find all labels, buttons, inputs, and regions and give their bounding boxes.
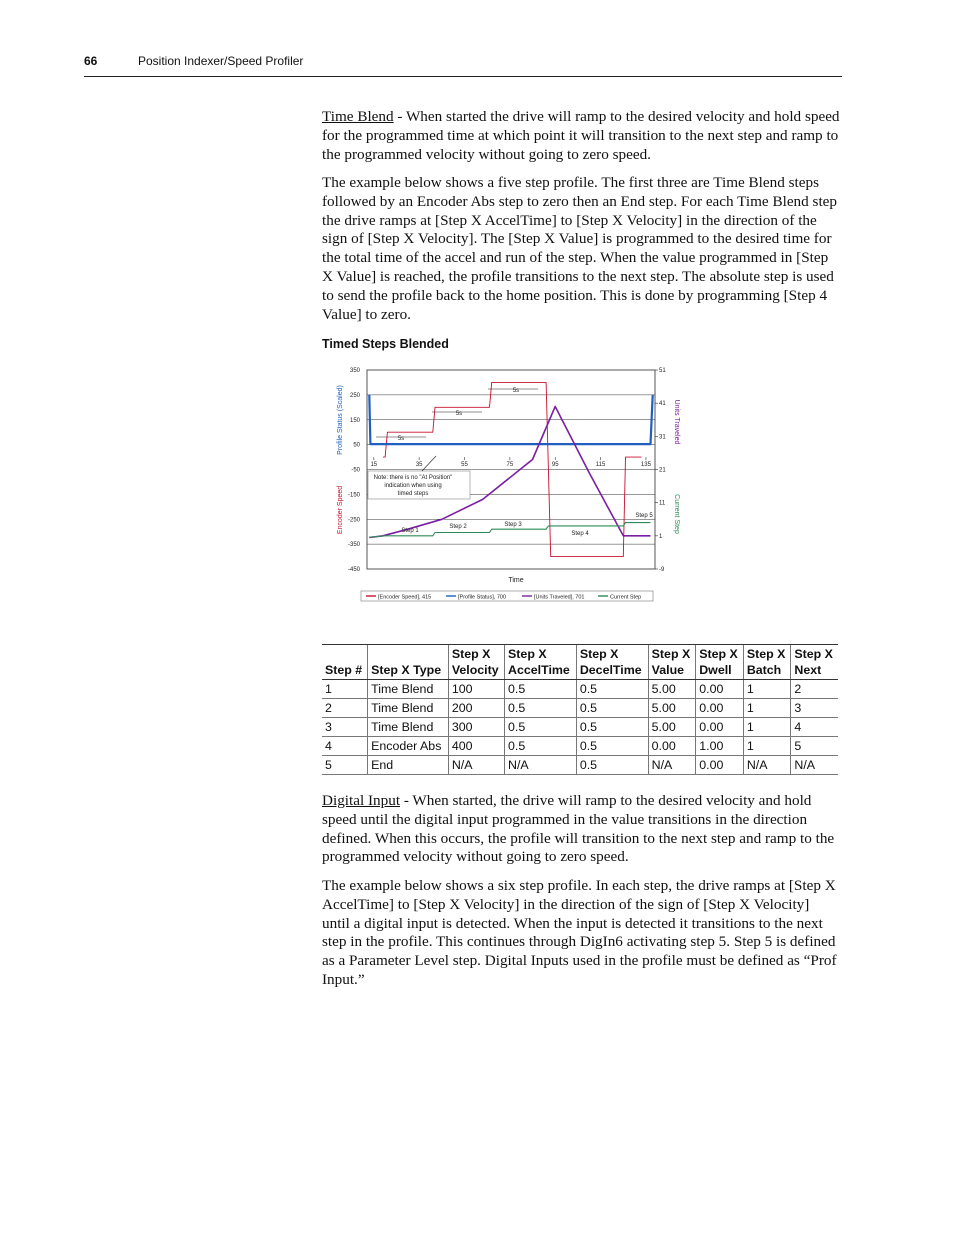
table-row bbox=[322, 718, 838, 737]
column-header-text: Next bbox=[794, 663, 822, 677]
table-cell: Time Blend bbox=[368, 680, 449, 699]
table-row bbox=[322, 680, 838, 699]
table-cell: 100 bbox=[448, 680, 504, 699]
table-cell: 0.5 bbox=[576, 718, 648, 737]
column-header bbox=[505, 645, 577, 680]
right-axis-tick-labels bbox=[655, 368, 666, 573]
x-tick-label: 15 bbox=[370, 462, 378, 469]
right-tick-label: 21 bbox=[659, 467, 666, 474]
table-header-row bbox=[322, 645, 838, 680]
column-header-text: Value bbox=[651, 663, 685, 677]
table-cell: 0.5 bbox=[505, 737, 577, 756]
left-tick-label: 150 bbox=[349, 417, 360, 424]
page-number: 66 bbox=[84, 54, 98, 68]
table-cell: 3 bbox=[322, 718, 368, 737]
note-line-3: timed steps bbox=[397, 491, 429, 497]
column-header bbox=[648, 645, 696, 680]
left-axis-tick-labels bbox=[348, 368, 361, 573]
table-cell: End bbox=[368, 756, 449, 775]
legend-label: [Units Traveled], 701 bbox=[534, 594, 585, 601]
table-cell: 5.00 bbox=[648, 718, 696, 737]
left-axis-label-upper: Profile Status (Scaled) bbox=[337, 385, 344, 455]
table-cell: 1 bbox=[322, 680, 368, 699]
table-cell: 0.00 bbox=[696, 680, 744, 699]
x-tick-label: 135 bbox=[640, 462, 651, 469]
column-header-text: Step X bbox=[651, 647, 691, 661]
x-tick-label: 95 bbox=[551, 462, 559, 469]
table-body bbox=[322, 680, 838, 775]
table-cell: 0.5 bbox=[505, 718, 577, 737]
note-line-1: Note: there is no "At Position" bbox=[373, 475, 453, 481]
left-tick-label: -250 bbox=[347, 517, 360, 524]
column-header bbox=[791, 645, 838, 680]
column-header-text: AccelTime bbox=[508, 663, 570, 677]
table-cell: 0.5 bbox=[576, 680, 648, 699]
table-cell: N/A bbox=[448, 756, 504, 775]
x-tick-label: 55 bbox=[461, 462, 468, 469]
left-tick-label: 350 bbox=[349, 368, 360, 374]
table-cell: 1 bbox=[743, 699, 791, 718]
table-cell: N/A bbox=[648, 756, 696, 775]
figure-title: Timed Steps Blended bbox=[322, 337, 449, 351]
duration-label-3: 5s bbox=[512, 388, 520, 394]
table-cell: 300 bbox=[448, 718, 504, 737]
column-header-text: Step X bbox=[794, 647, 833, 661]
right-axis-label-upper: Units Traveled bbox=[673, 399, 680, 445]
column-header-text: DecelTime bbox=[579, 663, 642, 677]
table-cell: Time Blend bbox=[368, 718, 449, 737]
column-header bbox=[576, 645, 648, 680]
column-header-text: Batch bbox=[746, 663, 782, 677]
column-header-text: Step X bbox=[579, 647, 619, 661]
legend-label: [Encoder Speed], 415 bbox=[378, 594, 432, 601]
page-header bbox=[84, 52, 842, 77]
right-tick-label: 31 bbox=[659, 434, 666, 441]
x-axis-label: Time bbox=[508, 577, 524, 584]
column-header bbox=[322, 645, 368, 680]
table-row bbox=[322, 699, 838, 718]
table-cell: 1 bbox=[743, 737, 791, 756]
left-tick-label: 250 bbox=[349, 392, 360, 399]
column-header bbox=[743, 645, 791, 680]
table-cell: 4 bbox=[791, 718, 838, 737]
table-cell: 400 bbox=[448, 737, 504, 756]
table-cell: N/A bbox=[791, 756, 838, 775]
timed-steps-chart bbox=[322, 360, 702, 605]
digital-input-term: Digital Input bbox=[322, 792, 401, 809]
table-cell: 5 bbox=[791, 737, 838, 756]
column-header-text: Dwell bbox=[699, 663, 732, 677]
x-tick-label: 35 bbox=[415, 462, 423, 469]
table-cell: 1.00 bbox=[696, 737, 744, 756]
table-cell: 0.5 bbox=[576, 699, 648, 718]
column-header-text: Step # bbox=[325, 663, 363, 677]
right-tick-label: 51 bbox=[659, 368, 666, 374]
right-tick-label: 11 bbox=[659, 500, 666, 507]
table-cell: 0.00 bbox=[696, 718, 744, 737]
table-cell: 0.5 bbox=[576, 737, 648, 756]
table-cell: 4 bbox=[322, 737, 368, 756]
step-5-label: Step 5 bbox=[635, 513, 653, 519]
example-paragraph: The example below shows a five step profile. The first three are Time Blend steps followed by an Encoder Abs step to zero then an End step. For each Time Blend step the drive ramps at [Step X AccelTime] to [Step X Velocity] in the direction of the sign of [Step X Velocity]. The [Step X Value] is programmed to the desired time for the total time of the accel and run of the step. When the value programmed in [Step X Value] is reached, the profile transitions to the next step. The absolute step is used to send the profile back to the home position. This is done by programming [Step 4 Value] to zero. bbox=[322, 174, 838, 323]
table-cell: 2 bbox=[322, 699, 368, 718]
table-cell: 0.00 bbox=[696, 756, 744, 775]
column-header-text: Step X Type bbox=[371, 663, 442, 677]
legend-label: [Profile Status], 700 bbox=[458, 594, 506, 601]
table-cell: Encoder Abs bbox=[368, 737, 449, 756]
step-3-label: Step 3 bbox=[504, 522, 522, 528]
table-cell: 0.5 bbox=[505, 680, 577, 699]
right-tick-label: -9 bbox=[659, 567, 665, 573]
column-header bbox=[448, 645, 504, 680]
table-row bbox=[322, 756, 838, 775]
x-tick-label: 75 bbox=[506, 462, 514, 469]
left-tick-label: -450 bbox=[347, 567, 360, 573]
table-cell: 2 bbox=[791, 680, 838, 699]
step-1-label: Step 1 bbox=[401, 528, 419, 534]
duration-label-1: 5s bbox=[397, 436, 405, 442]
column-header bbox=[368, 645, 449, 680]
left-tick-label: 50 bbox=[353, 442, 360, 449]
legend bbox=[361, 591, 653, 601]
table-cell: 1 bbox=[743, 680, 791, 699]
column-header-text: Step X bbox=[508, 647, 547, 661]
time-blend-text: - When started the drive will ramp to the desired velocity and hold speed for the programmed time at which point it will transition to the next step and ramp to the programmed velocity without going to zero speed. bbox=[322, 108, 840, 163]
column-header bbox=[696, 645, 744, 680]
table-cell: 0.5 bbox=[505, 699, 577, 718]
table-cell: 5.00 bbox=[648, 699, 696, 718]
steps-table bbox=[322, 644, 838, 775]
table-cell: 200 bbox=[448, 699, 504, 718]
table-cell: N/A bbox=[505, 756, 577, 775]
left-tick-label: -350 bbox=[347, 542, 360, 549]
digital-input-text: - When started, the drive will ramp to the desired velocity and hold speed until the digital input programmed in the value transitions in the direction defined. When this occurs, the profile will transition to the next step and ramp to the programmed velocity without going to zero speed. bbox=[322, 792, 835, 866]
column-header-text: Step X bbox=[699, 647, 738, 661]
right-tick-label: 1 bbox=[659, 533, 663, 540]
legend-label: Current Step bbox=[610, 594, 642, 601]
running-title: Position Indexer/Speed Profiler bbox=[138, 54, 304, 68]
column-header-text: Velocity bbox=[451, 663, 499, 677]
duration-label-2: 5s bbox=[455, 411, 463, 417]
table-cell: N/A bbox=[743, 756, 791, 775]
left-axis-label-lower: Encoder Speed bbox=[337, 485, 344, 535]
note-line-2: indication when using bbox=[384, 483, 442, 489]
table-cell: Time Blend bbox=[368, 699, 449, 718]
time-blend-term: Time Blend bbox=[322, 108, 394, 125]
right-axis-label-lower: Current Step bbox=[673, 494, 680, 534]
step-4-label: Step 4 bbox=[571, 531, 589, 537]
table-cell: 0.5 bbox=[576, 756, 648, 775]
digital-input-paragraph bbox=[322, 792, 840, 867]
table-cell: 3 bbox=[791, 699, 838, 718]
step-2-label: Step 2 bbox=[449, 524, 467, 530]
x-tick-label: 115 bbox=[595, 462, 606, 469]
table-cell: 5 bbox=[322, 756, 368, 775]
left-tick-label: -150 bbox=[347, 492, 360, 499]
table-cell: 0.00 bbox=[648, 737, 696, 756]
column-header-text: Step X bbox=[746, 647, 786, 661]
table-row bbox=[322, 737, 838, 756]
left-tick-label: -50 bbox=[351, 467, 360, 474]
table-cell: 0.00 bbox=[696, 699, 744, 718]
time-blend-paragraph bbox=[322, 108, 840, 164]
table-cell: 1 bbox=[743, 718, 791, 737]
table-cell: 5.00 bbox=[648, 680, 696, 699]
column-header-text: Step X bbox=[451, 647, 491, 661]
right-tick-label: 41 bbox=[659, 401, 666, 408]
six-step-paragraph: The example below shows a six step profile. In each step, the drive ramps at [Step X AccelTime] to [Step X Velocity] in the direction of the sign of [Step X Velocity] until a digital input is detected. When the input is detected it transitions to the next step in the profile. This continues through DigIn6 activating step 5. Step 5 is defined as a Parameter Level step. Digital Inputs used in the profile must be defined as “Prof Input.” bbox=[322, 877, 837, 988]
